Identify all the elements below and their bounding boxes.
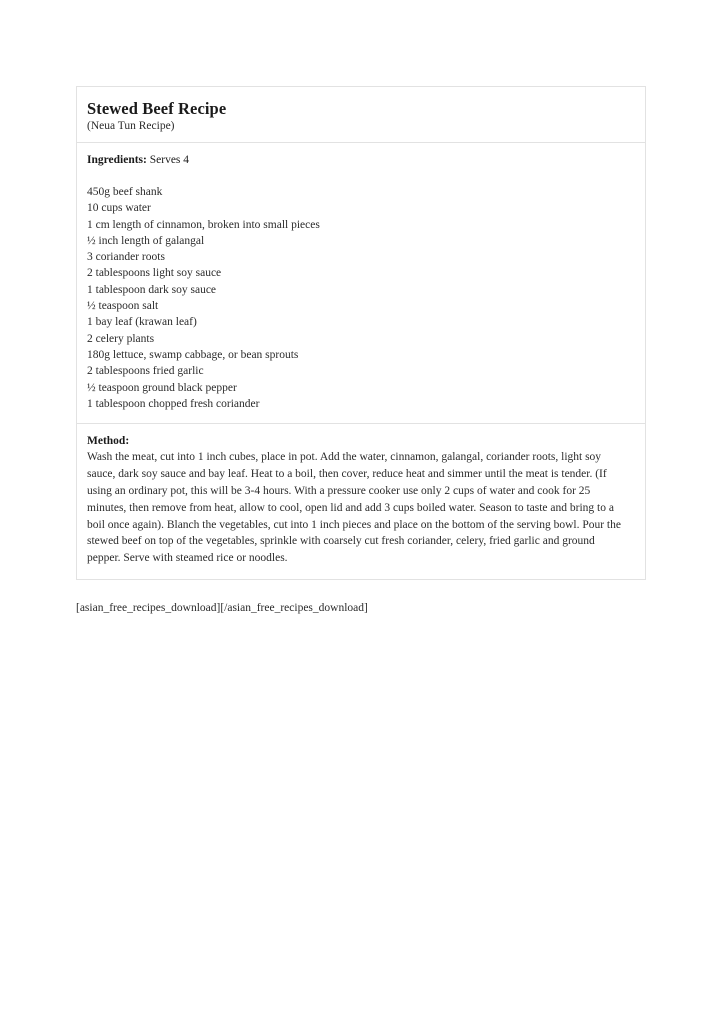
list-item: ½ teaspoon salt <box>87 300 159 313</box>
ingredients-heading <box>87 152 635 168</box>
method-text: Wash the meat, cut into 1 inch cubes, place in pot. Add the water, cinnamon, galangal, coriander roots, light soy sauce, dark soy sauce and bay leaf. Heat to a boil, then cover, reduce heat and simmer until the meat is tender. (If using an ordinary pot, this will be 3-4 hours. With a pressure cooker use only 2 cups of water and cook for 25 minutes, then remove from heat, allow to cool, open lid and add 3 cups boiled water. Season to taste and bring to a boil once again). Blanch the vegetables, cut into 1 inch pieces and place on the bottom of the serving bowl. Pour the stewed beef on top of the vegetables, sprinkle with coarsely cut fresh coriander, celery, fried garlic and ground pepper. Serve with steamed rice or noodles. <box>87 451 621 565</box>
list-item: 3 coriander roots <box>87 251 165 264</box>
page-title: Stewed Beef Recipe <box>87 99 227 118</box>
recipe-header <box>77 87 645 142</box>
list-item: 1 tablespoon chopped fresh coriander <box>87 397 260 410</box>
list-item: 450g beef shank <box>87 186 163 198</box>
ingredients-list <box>87 184 635 412</box>
method-label: Method: <box>87 435 130 448</box>
ingredients-section <box>77 143 645 423</box>
list-item: ½ inch length of galangal <box>87 234 205 247</box>
serves-value: Serves 4 <box>146 154 190 166</box>
method-section <box>77 424 645 579</box>
list-item: 2 tablespoons fried garlic <box>87 365 204 378</box>
list-item: 2 celery plants <box>87 332 155 345</box>
list-item: 1 cm length of cinnamon, broken into small pieces <box>87 218 320 231</box>
recipe-card <box>76 86 646 580</box>
list-item: 10 cups water <box>87 202 151 215</box>
shortcode-text: [asian_free_recipes_download][/asian_free_recipes_download] <box>76 602 368 614</box>
list-item: 1 bay leaf (krawan leaf) <box>87 316 197 329</box>
recipe-subtitle: (Neua Tun Recipe) <box>87 120 175 132</box>
ingredients-label: Ingredients: <box>87 154 147 166</box>
list-item: ½ teaspoon ground black pepper <box>87 381 237 394</box>
list-item: 1 tablespoon dark soy sauce <box>87 283 217 296</box>
list-item: 2 tablespoons light soy sauce <box>87 267 222 280</box>
list-item: 180g lettuce, swamp cabbage, or bean sprouts <box>87 348 299 361</box>
